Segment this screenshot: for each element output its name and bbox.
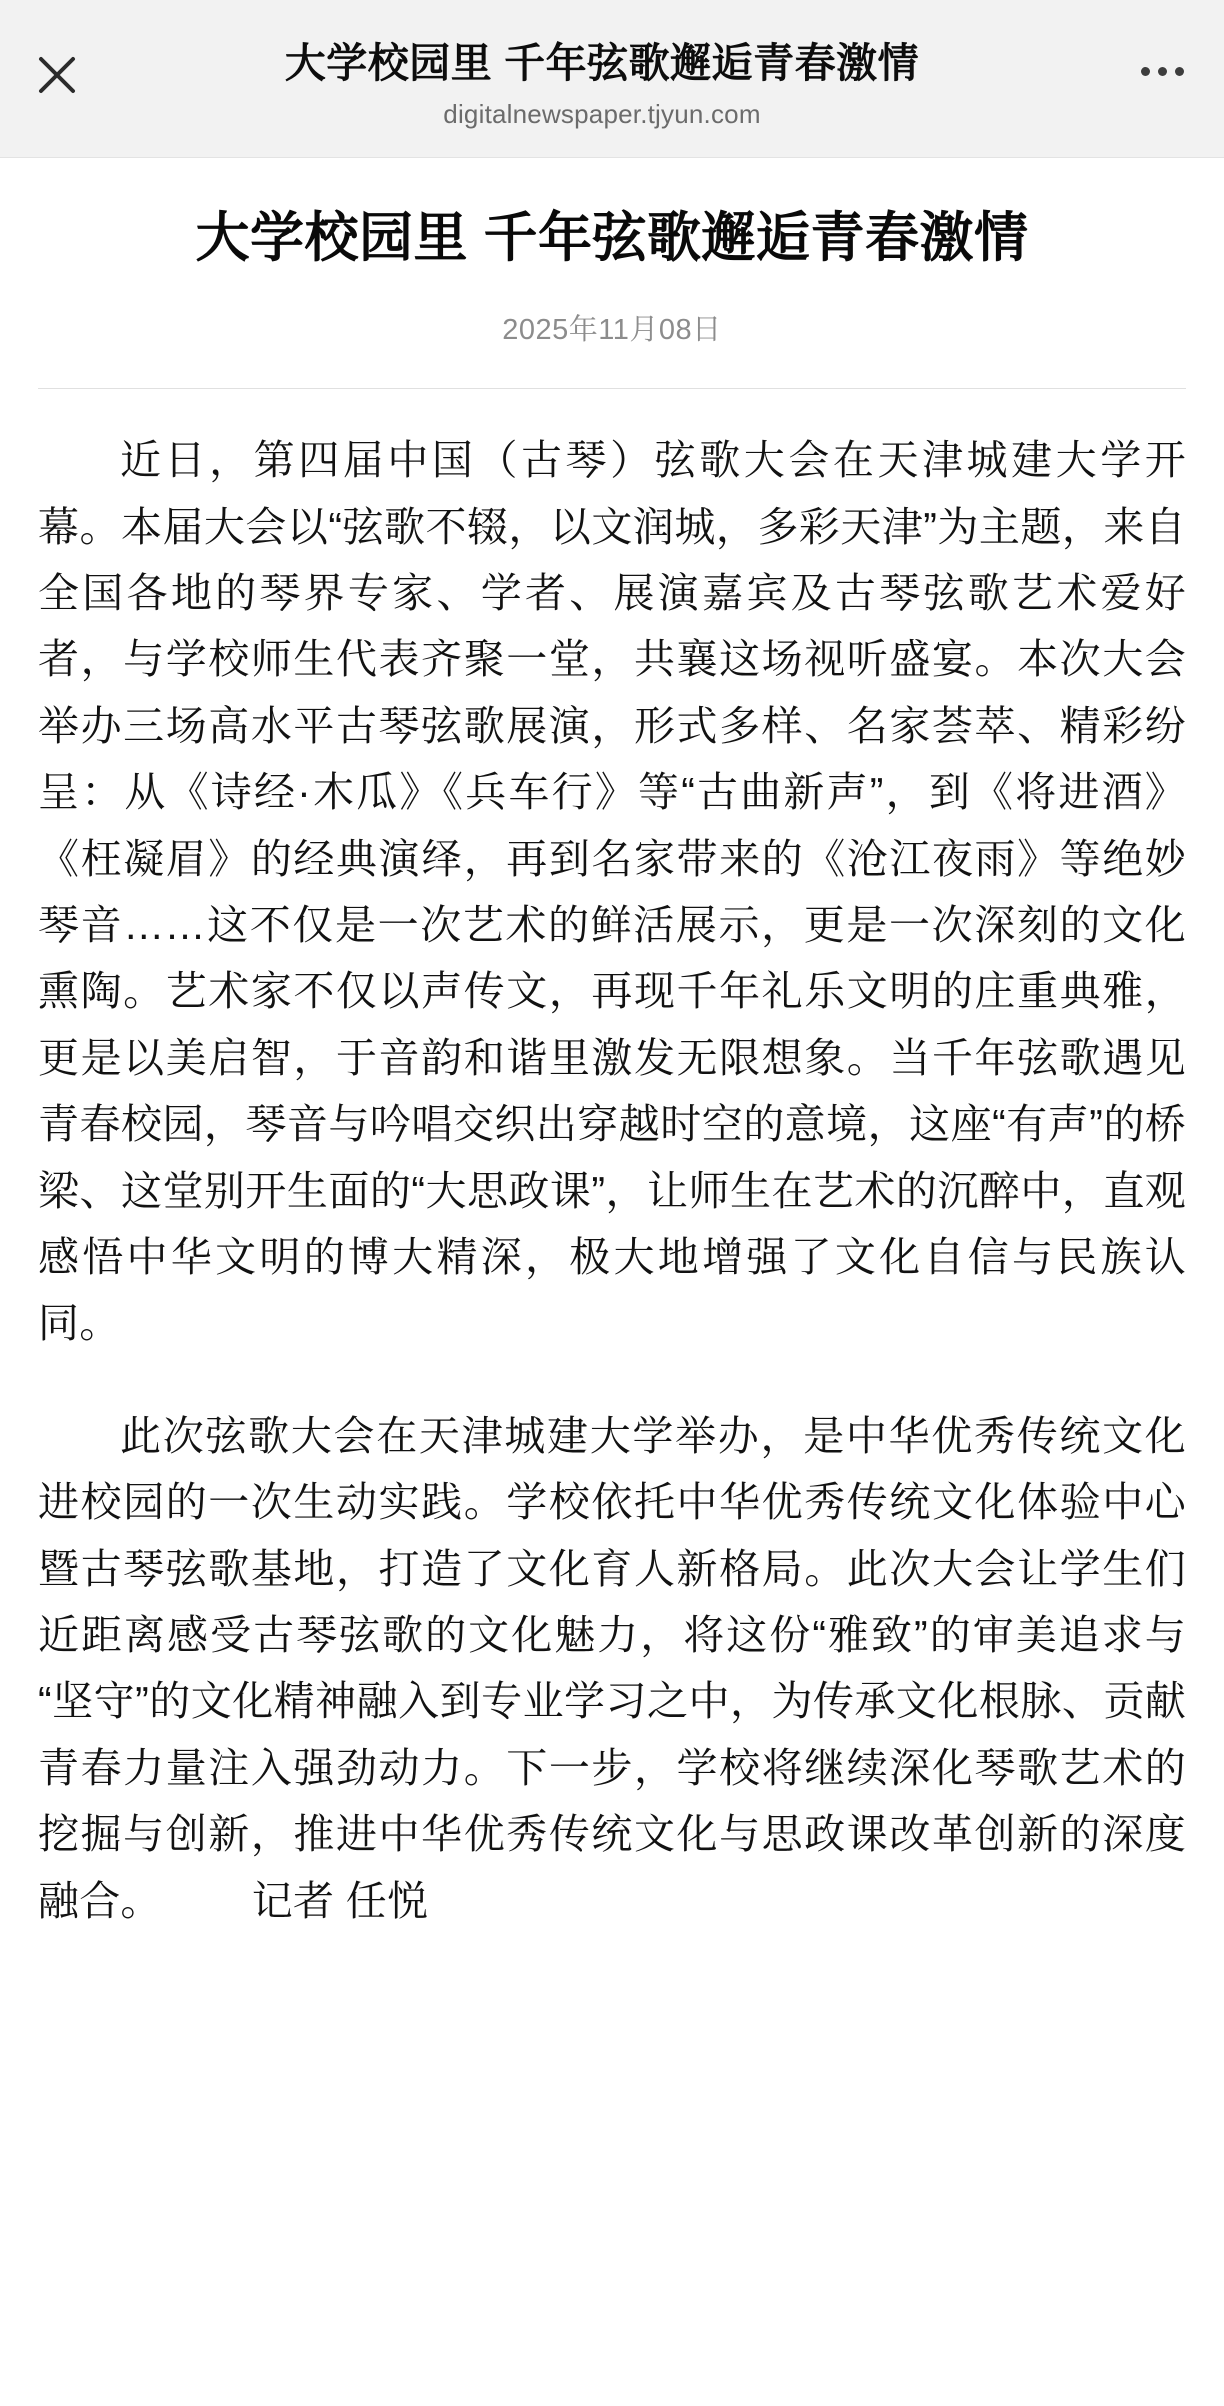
more-horizontal-icon [1137, 63, 1188, 81]
close-button[interactable] [30, 48, 84, 102]
close-icon [34, 52, 80, 98]
article-paragraph-text: 此次弦歌大会在天津城建大学举办，是中华优秀传统文化进校园的一次生动实践。学校依托中华优秀传统文化体验中心暨古琴弦歌基地，打造了文化育人新格局。此次大会让学生们近距离感受古琴弦歌的文化魅力，将这份“雅致”的审美追求与“坚守”的文化精神融入到专业学习之中，为传承文化根脉、贡献青春力量注入强劲动力。下一步，学校将继续深化琴歌艺术的挖掘与创新，推进中华优秀传统文化与思政课改革创新的深度融合。 [38, 1412, 1186, 1924]
article-paragraph: 近日，第四届中国（古琴）弦歌大会在天津城建大学开幕。本届大会以“弦歌不辍，以文润城，多彩天津”为主题，来自全国各地的琴界专家、学者、展演嘉宾及古琴弦歌艺术爱好者，与学校师生代表齐聚一堂，共襄这场视听盛宴。本次大会举办三场高水平古琴弦歌展演，形式多样、名家荟萃、精彩纷呈：从《诗经·木瓜》《兵车行》等“古曲新声”，到《将进酒》《枉凝眉》的经典演绎，再到名家带来的《沧江夜雨》等绝妙琴音……这不仅是一次艺术的鲜活展示，更是一次深刻的文化熏陶。艺术家不仅以声传文，再现千年礼乐文明的庄重典雅，更是以美启智，于音韵和谐里激发无限想象。当千年弦歌遇见青春校园，琴音与吟唱交织出穿越时空的意境，这座“有声”的桥梁、这堂别开生面的“大思政课”，让师生在艺术的沉醉中，直观感悟中华文明的博大精深，极大地增强了文化自信与民族认同。 [38, 437, 1186, 1347]
article-container [0, 204, 1224, 1934]
browser-page-title: 大学校园里 千年弦歌邂逅青春激情 [284, 40, 920, 86]
browser-url[interactable]: digitalnewspaper.tjyun.com [443, 99, 761, 130]
browser-top-bar [0, 0, 1224, 158]
article-date: 2025年11月08日 [502, 314, 722, 347]
article-body [38, 427, 1186, 1934]
article-title: 大学校园里 千年弦歌邂逅青春激情 [195, 208, 1029, 268]
article-paragraph [38, 1403, 1186, 1934]
browser-title-block [110, 40, 1094, 130]
article-byline: 记者 任悦 [251, 1877, 429, 1924]
header-divider [38, 388, 1186, 389]
more-options-button[interactable] [1130, 44, 1194, 100]
